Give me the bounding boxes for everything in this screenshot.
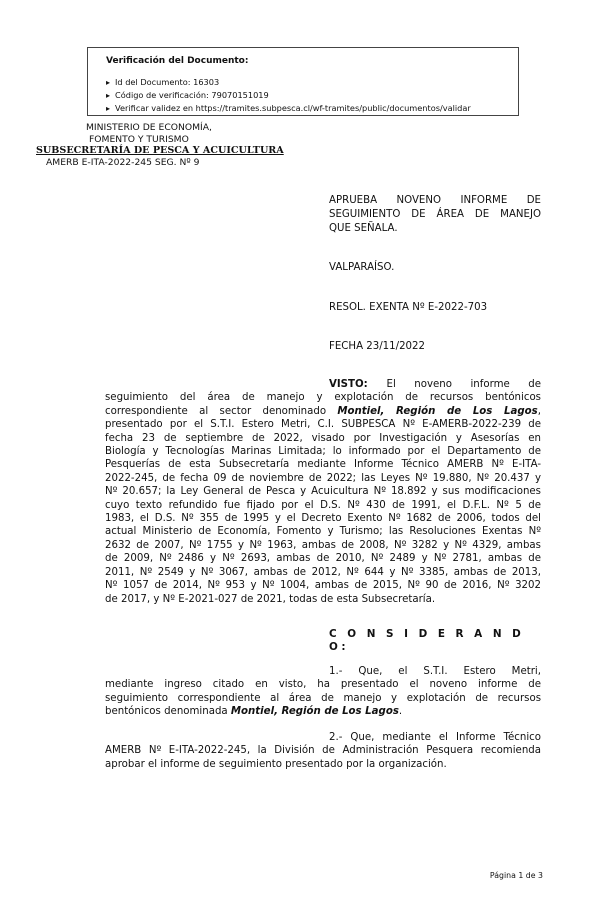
ministry-line1: MINISTERIO DE ECONOMÍA,: [86, 122, 212, 133]
text-line: [105, 758, 541, 771]
text-segment: seguimiento del área de manejo y explotación de recursos bentónicos: [105, 392, 541, 404]
text-line: [105, 665, 541, 678]
document-id: ▸ Id del Documento: 16303: [106, 76, 518, 89]
text-line: [105, 705, 541, 718]
considerando-paragraph-2: [105, 731, 541, 771]
place: VALPARAÍSO.: [329, 262, 395, 273]
text-segment: de 2009, Nº 2486 y Nº 2693, ambas de 2010, Nº 2489 y Nº 2781, ambas de: [105, 553, 541, 565]
text-segment: 1983, el D.S. Nº 355 de 1995 y el Decreto Exento Nº 1682 de 2006, todos del: [105, 513, 541, 525]
subsecretaria-name: SUBSECRETARÍA DE PESCA Y ACUICULTURA: [36, 145, 284, 156]
document-reference: AMERB E-ITA-2022-245 SEG. Nº 9: [46, 156, 200, 168]
considerando-title: C O N S I D E R A N D O:: [329, 628, 525, 654]
ministry-line2: FOMENTO Y TURISMO: [89, 133, 189, 145]
text-segment: de 2017, y Nº E-2021-027 de 2021, todas de esta Subsecretaría.: [105, 593, 436, 605]
verification-code: ▸ Código de verificación: 79070151019: [106, 89, 518, 102]
text-line: [105, 472, 541, 485]
paragraph-1-text: [105, 665, 541, 719]
considerando-paragraph-1: [105, 665, 541, 719]
text-segment: Nº 20.657; la Ley General de Pesca y Acuicultura Nº 18.892 y sus modificaciones: [105, 486, 541, 498]
text-segment: 2011, Nº 2549 y Nº 3067, ambas de 2012, Nº 644 y Nº 3385, ambas de 2013,: [105, 566, 541, 578]
text-line: [105, 525, 541, 538]
verification-url[interactable]: ▸ Verificar validez en https://tramites.subpesca.cl/wf-tramites/public/documentos/validar: [106, 102, 518, 115]
resolution-title: [329, 194, 541, 235]
text-segment: ,: [537, 405, 541, 417]
text-segment: .: [398, 706, 403, 718]
text-line: [105, 485, 541, 498]
emphasized-text: Montiel, Región de Los Lagos: [230, 706, 399, 718]
text-line: [105, 579, 541, 592]
paragraph-2-text: [105, 731, 541, 771]
text-segment: correspondiente al sector denominado: [105, 405, 338, 417]
text-segment: mediante ingreso citado en visto, ha presentado el noveno informe de: [105, 679, 541, 691]
text-line: [105, 405, 541, 418]
text-line: [105, 692, 541, 705]
text-segment: cuyo texto refundido fue fijado por el D.S. Nº 430 de 1991, el D.F.L. Nº 5 de: [105, 499, 541, 511]
text-segment: 2.- Que, mediante el Informe Técnico: [329, 732, 541, 743]
text-segment: aprobar el informe de seguimiento presentado por la organización.: [105, 758, 447, 770]
text-segment: Nº 1057 de 2014, Nº 953 y Nº 1004, ambas de 2015, Nº 90 de 2016, Nº 3202: [105, 580, 541, 592]
visto-section: [105, 378, 541, 606]
text-segment: El noveno informe de: [386, 379, 542, 390]
text-segment: bentónicos denominada: [105, 706, 231, 718]
text-segment: seguimiento correspondiente al área de manejo y explotación de recursos: [105, 692, 541, 704]
text-segment: actual Ministerio de Economía, Fomento y Turismo; las Resoluciones Exentas Nº: [105, 526, 541, 538]
text-line: [105, 593, 541, 606]
text-segment: AMERB Nº E-ITA-2022-245, la División de Administración Pesquera recomienda: [105, 745, 541, 757]
verification-list: [106, 76, 518, 115]
visto-text: [105, 378, 541, 606]
title-line: QUE SEÑALA.: [329, 222, 398, 234]
text-line: [105, 566, 541, 579]
text-line: [105, 445, 541, 458]
visto-label: VISTO:: [329, 379, 387, 390]
title-line: SEGUIMIENTO DE ÁREA DE MANEJO: [329, 208, 541, 220]
letterhead: [36, 122, 286, 168]
text-line: [105, 539, 541, 552]
text-segment: 2632 de 2007, Nº 1755 y Nº 1963, ambas de 2008, Nº 3282 y Nº 4329, ambas: [105, 539, 541, 551]
resolution-number: RESOL. EXENTA Nº E-2022-703: [329, 302, 488, 313]
verification-title: Verificación del Documento:: [106, 56, 249, 66]
text-segment: 2022-245, de fecha 09 de noviembre de 2022; las Leyes Nº 19.880, Nº 20.437 y: [105, 472, 541, 484]
verification-box: [87, 47, 519, 116]
text-line: [105, 378, 541, 391]
text-line: [105, 432, 541, 445]
text-line: [105, 418, 541, 431]
text-segment: presentado por el S.T.I. Estero Metri, C.I. SUBPESCA Nº E-AMERB-2022-239 de: [105, 419, 541, 431]
title-line: APRUEBA NOVENO INFORME DE: [329, 195, 541, 206]
emphasized-text: Montiel, Región de Los Lagos: [337, 405, 538, 417]
text-segment: Pesquerías de esta Subsecretaría mediante Informe Técnico AMERB Nº E-ITA-: [105, 459, 541, 471]
text-line: [105, 458, 541, 471]
text-line: [105, 731, 541, 744]
text-line: [105, 552, 541, 565]
text-segment: fecha 23 de septiembre de 2022, visado por Investigación y Asesorías en: [105, 432, 541, 444]
text-line: [105, 678, 541, 691]
page-number: Página 1 de 3: [489, 871, 543, 880]
resolution-date: FECHA 23/11/2022: [329, 341, 425, 352]
text-line: [105, 499, 541, 512]
text-line: [105, 391, 541, 404]
text-segment: 1.- Que, el S.T.I. Estero Metri,: [329, 666, 541, 677]
text-line: [105, 744, 541, 757]
text-segment: Biología y Tecnologías Marinas Limitada; lo informado por el Departamento de: [105, 446, 541, 458]
text-line: [105, 512, 541, 525]
